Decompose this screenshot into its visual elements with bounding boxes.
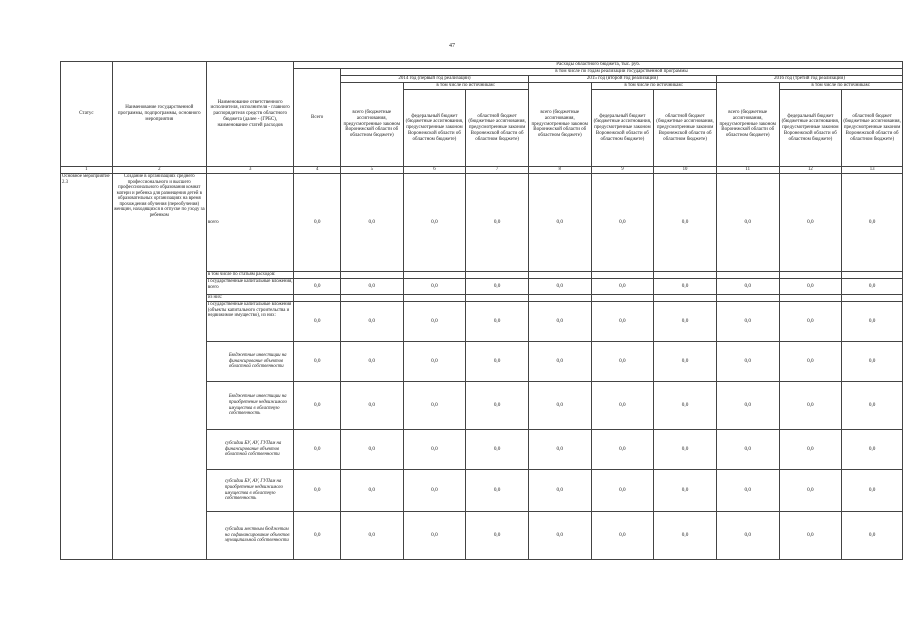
cell-value: 0,0 xyxy=(654,430,717,470)
header-y3-federal: федеральный бюджет (бюджетные ассигнования, предусмотренные законом Воронежской области об областном бюджете) xyxy=(779,90,842,167)
cell-value: 0,0 xyxy=(294,430,341,470)
column-numbers-row xyxy=(61,167,903,174)
header-y1-federal: федеральный бюджет (бюджетные ассигнования, предусмотренные законом Воронежской области об областном бюджете) xyxy=(403,90,466,167)
header-responsible: Наименование ответственного исполнителя, исполнителя - главного распорядителя средств областного бюджета (далее - (ГРБС), наименование статей расходов xyxy=(206,62,294,167)
cell-value: 0,0 xyxy=(340,430,403,470)
cell-value: 0,0 xyxy=(403,382,466,430)
header-total: Всего xyxy=(294,69,341,167)
cell-value: 0,0 xyxy=(779,512,842,560)
cell-value: 0,0 xyxy=(779,470,842,512)
cell-value: 0,0 xyxy=(716,382,779,430)
cell-value: 0,0 xyxy=(466,174,529,272)
cell-value: 0,0 xyxy=(716,430,779,470)
col-number: 1 xyxy=(61,167,113,174)
cell-value: 0,0 xyxy=(528,174,591,272)
header-y1-total: всего (бюджетные ассигнования, предусмотренные законом Воронежской области об областном бюджете) xyxy=(340,83,403,167)
cell-value: 0,0 xyxy=(403,512,466,560)
cell-value: 0,0 xyxy=(654,174,717,272)
cell-value: 0,0 xyxy=(842,279,903,295)
cell-value: 0,0 xyxy=(340,512,403,560)
header-y1-regional: областной бюджет (бюджетные ассигнования, предусмотренные законом Воронежской области об областном бюджете) xyxy=(466,90,529,167)
cell-value: 0,0 xyxy=(294,512,341,560)
cell-value: 0,0 xyxy=(842,430,903,470)
cell-value: 0,0 xyxy=(842,174,903,272)
cell-value: 0,0 xyxy=(591,302,654,342)
cell-value: 0,0 xyxy=(466,470,529,512)
col-number: 4 xyxy=(294,167,341,174)
cell-value: 0,0 xyxy=(654,342,717,382)
cell-value: 0,0 xyxy=(654,382,717,430)
header-year-2016: 2016 год (третий год реализации) xyxy=(716,76,902,83)
col-number: 13 xyxy=(842,167,903,174)
cell-value: 0,0 xyxy=(716,342,779,382)
cell-value: 0,0 xyxy=(403,279,466,295)
header-expenses-title: Расходы областного бюджета, тыс. руб. xyxy=(294,62,903,69)
header-y2-total: всего (бюджетные ассигнования, предусмотренные законом Воронежской области об областном бюджете) xyxy=(528,83,591,167)
col-number: 5 xyxy=(340,167,403,174)
cell-value: 0,0 xyxy=(842,470,903,512)
cell-value: 0,0 xyxy=(466,302,529,342)
page-number: 47 xyxy=(449,43,455,49)
header-y2-regional: областной бюджет (бюджетные ассигнования, предусмотренные законом Воронежской области об областном бюджете) xyxy=(654,90,717,167)
cell-value: 0,0 xyxy=(779,174,842,272)
cell-value: 0,0 xyxy=(716,279,779,295)
cell-value: 0,0 xyxy=(779,279,842,295)
row-label: в том числе по статьям расходов: xyxy=(206,272,294,279)
row-label: Государственные капитальные вложения, всего xyxy=(206,279,294,295)
event-status: Основное мероприятие 2.3 xyxy=(61,174,113,560)
cell-value: 0,0 xyxy=(528,342,591,382)
cell-value: 0,0 xyxy=(716,512,779,560)
cell-value: 0,0 xyxy=(340,302,403,342)
row-label: субсидии БУ, АУ, ГУПам на финансирование объектов областной собственности xyxy=(206,430,294,470)
header-y3-sources: в том числе по источникам: xyxy=(779,83,902,90)
cell-value: 0,0 xyxy=(340,382,403,430)
col-number: 12 xyxy=(779,167,842,174)
cell-value: 0,0 xyxy=(340,470,403,512)
row-label: субсидии местным бюджетам на софинансирование объектов муниципальной собственности xyxy=(206,512,294,560)
header-year-2015: 2015 год (второй год реализации) xyxy=(528,76,716,83)
col-number: 7 xyxy=(466,167,529,174)
row-label: из них: xyxy=(206,295,294,302)
cell-value: 0,0 xyxy=(528,470,591,512)
cell-value: 0,0 xyxy=(842,382,903,430)
header-program-name: Наименование государственной программы, подпрограммы, основного мероприятия xyxy=(112,62,206,167)
header-y3-total: всего (бюджетные ассигнования, предусмотренные законом Воронежской области об областном бюджете) xyxy=(716,83,779,167)
budget-table xyxy=(60,61,903,560)
cell-value: 0,0 xyxy=(842,342,903,382)
cell-value: 0,0 xyxy=(591,342,654,382)
col-number: 2 xyxy=(112,167,206,174)
cell-value: 0,0 xyxy=(591,512,654,560)
header-status: Статус xyxy=(61,62,113,167)
cell-value: 0,0 xyxy=(403,430,466,470)
header-y3-regional: областной бюджет (бюджетные ассигнования, предусмотренные законом Воронежской области об областном бюджете) xyxy=(842,90,903,167)
cell-value: 0,0 xyxy=(403,470,466,512)
cell-value: 0,0 xyxy=(654,512,717,560)
cell-value: 0,0 xyxy=(466,512,529,560)
cell-value: 0,0 xyxy=(294,382,341,430)
cell-value: 0,0 xyxy=(654,470,717,512)
cell-value: 0,0 xyxy=(403,342,466,382)
cell-value: 0,0 xyxy=(340,174,403,272)
cell-value: 0,0 xyxy=(591,430,654,470)
cell-value: 0,0 xyxy=(528,302,591,342)
header-y2-sources: в том числе по источникам: xyxy=(591,83,716,90)
cell-value: 0,0 xyxy=(591,382,654,430)
col-number: 9 xyxy=(591,167,654,174)
cell-value: 0,0 xyxy=(294,470,341,512)
cell-value: 0,0 xyxy=(716,302,779,342)
row-label: Государственные капитальные вложения (объекты капитального строительства и недвижимое имущество), из них: xyxy=(206,302,294,342)
cell-value: 0,0 xyxy=(779,382,842,430)
row-label: субсидии БУ, АУ, ГУПам на приобретение недвижимого имущества в областную собственность xyxy=(206,470,294,512)
cell-value: 0,0 xyxy=(654,302,717,342)
cell-value: 0,0 xyxy=(466,430,529,470)
row-label: всего xyxy=(206,174,294,272)
col-number: 11 xyxy=(716,167,779,174)
cell-value: 0,0 xyxy=(716,174,779,272)
cell-value: 0,0 xyxy=(294,302,341,342)
cell-value: 0,0 xyxy=(340,342,403,382)
cell-value: 0,0 xyxy=(294,174,341,272)
cell-value: 0,0 xyxy=(779,342,842,382)
header-year-2014: 2014 год (первый год реализации) xyxy=(340,76,528,83)
cell-value: 0,0 xyxy=(528,512,591,560)
cell-value: 0,0 xyxy=(340,279,403,295)
row-label: Бюджетные инвестиции на финансирование объектов областной собственности xyxy=(206,342,294,382)
row-label: Бюджетные инвестиции на приобретение недвижимого имущества в областную собственность xyxy=(206,382,294,430)
cell-value: 0,0 xyxy=(654,279,717,295)
cell-value: 0,0 xyxy=(466,279,529,295)
cell-value: 0,0 xyxy=(294,279,341,295)
cell-value: 0,0 xyxy=(528,279,591,295)
col-number: 6 xyxy=(403,167,466,174)
cell-value: 0,0 xyxy=(842,302,903,342)
cell-value: 0,0 xyxy=(779,430,842,470)
col-number: 8 xyxy=(528,167,591,174)
cell-value: 0,0 xyxy=(466,342,529,382)
event-name: Создание в организациях среднего профессионального и высшего профессионального образования комнат матери и ребенка для размещения детей в образовательных организациях на время прохождения обучения (переобучения) женщин, находящихся в отпуске по уходу за ребенком xyxy=(112,174,206,560)
cell-value: 0,0 xyxy=(779,302,842,342)
cell-value: 0,0 xyxy=(403,174,466,272)
cell-value: 0,0 xyxy=(591,470,654,512)
col-number: 3 xyxy=(206,167,294,174)
cell-value: 0,0 xyxy=(591,279,654,295)
cell-value: 0,0 xyxy=(716,470,779,512)
header-y1-sources: в том числе по источникам: xyxy=(403,83,528,90)
cell-value: 0,0 xyxy=(294,342,341,382)
table-row xyxy=(61,174,903,272)
cell-value: 0,0 xyxy=(528,382,591,430)
cell-value: 0,0 xyxy=(466,382,529,430)
header-by-years: в том числе по годам реализации государственной программы xyxy=(340,69,902,76)
col-number: 10 xyxy=(654,167,717,174)
header-y2-federal: федеральный бюджет (бюджетные ассигнования, предусмотренные законом Воронежской области об областном бюджете) xyxy=(591,90,654,167)
cell-value: 0,0 xyxy=(403,302,466,342)
cell-value: 0,0 xyxy=(842,512,903,560)
cell-value: 0,0 xyxy=(528,430,591,470)
cell-value: 0,0 xyxy=(591,174,654,272)
